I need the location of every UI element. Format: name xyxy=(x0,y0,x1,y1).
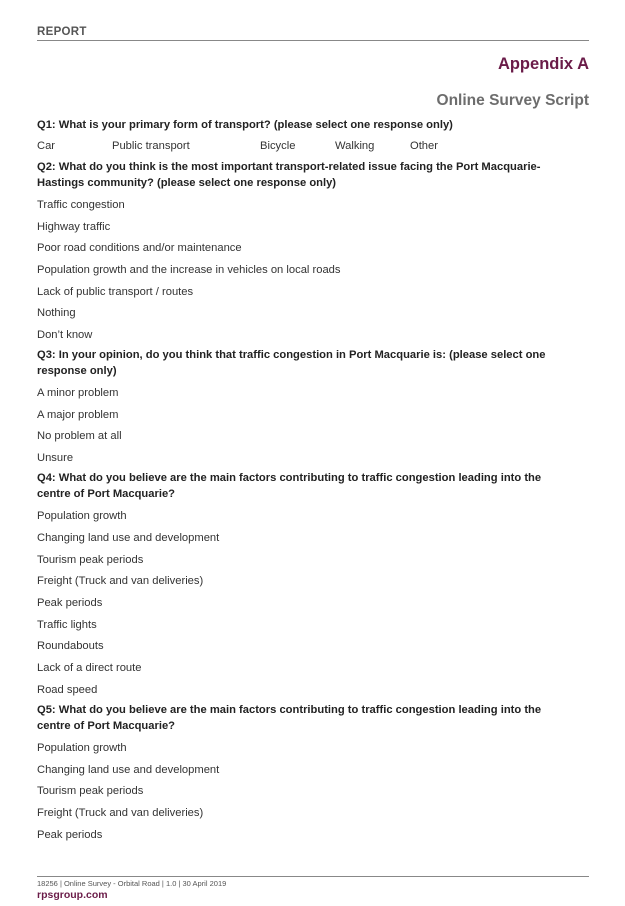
q1-option-bicycle: Bicycle xyxy=(260,140,296,152)
question-2 xyxy=(37,160,589,191)
question-5-line-1: Q5: What do you believe are the main factors contributing to traffic congestion leading into the xyxy=(37,704,542,716)
footer-document-info: 18256 | Online Survey - Orbital Road | 1.0 | 30 April 2019 xyxy=(37,879,227,888)
q4-option: Peak periods xyxy=(37,597,103,609)
q3-option: Unsure xyxy=(37,452,74,464)
q5-option: Population growth xyxy=(37,742,127,754)
appendix-heading: Appendix A xyxy=(497,55,589,73)
question-3 xyxy=(37,348,589,379)
q3-option: A major problem xyxy=(37,409,119,421)
question-4 xyxy=(37,471,589,502)
q4-option: Traffic lights xyxy=(37,619,97,631)
q2-option: Population growth and the increase in vehicles on local roads xyxy=(37,264,341,276)
q4-option: Freight (Truck and van deliveries) xyxy=(37,575,204,587)
report-label: REPORT xyxy=(37,26,87,38)
question-2-line-1: Q2: What do you think is the most important transport-related issue facing the Port Macquarie- xyxy=(37,161,541,173)
q5-option: Freight (Truck and van deliveries) xyxy=(37,807,204,819)
question-4-line-2: centre of Port Macquarie? xyxy=(37,487,176,500)
question-5-line-2: centre of Port Macquarie? xyxy=(37,719,176,732)
q5-option: Changing land use and development xyxy=(37,764,220,776)
q4-option: Tourism peak periods xyxy=(37,554,144,566)
q4-option: Road speed xyxy=(37,684,98,696)
q5-option: Tourism peak periods xyxy=(37,785,144,797)
q3-option: No problem at all xyxy=(37,430,122,442)
q2-option: Nothing xyxy=(37,307,76,319)
q4-option: Lack of a direct route xyxy=(37,662,142,674)
footer-rule xyxy=(37,876,589,877)
report-page xyxy=(37,0,589,906)
q1-option-public-transport: Public transport xyxy=(112,140,190,152)
q1-option-car: Car xyxy=(37,140,56,152)
q1-option-other: Other xyxy=(410,140,438,152)
q2-option: Don’t know xyxy=(37,329,93,341)
q3-option: A minor problem xyxy=(37,387,119,399)
question-1: Q1: What is your primary form of transport? (please select one response only) xyxy=(37,119,453,131)
survey-script-title: Online Survey Script xyxy=(436,92,589,109)
question-4-line-1: Q4: What do you believe are the main factors contributing to traffic congestion leading into the xyxy=(37,472,542,484)
q1-option-walking: Walking xyxy=(335,140,375,152)
q2-option: Highway traffic xyxy=(37,221,111,233)
question-2-line-2: Hastings community? (please select one response only) xyxy=(37,176,337,189)
q4-option: Population growth xyxy=(37,510,127,522)
question-5 xyxy=(37,703,589,734)
q4-option: Changing land use and development xyxy=(37,532,220,544)
question-3-line-1: Q3: In your opinion, do you think that traffic congestion in Port Macquarie is: (please select one xyxy=(37,349,546,361)
q5-option: Peak periods xyxy=(37,829,103,841)
question-3-line-2: response only) xyxy=(37,364,117,377)
header-rule xyxy=(37,40,589,41)
q2-option: Lack of public transport / routes xyxy=(37,286,194,298)
q2-option: Poor road conditions and/or maintenance xyxy=(37,242,242,254)
footer-website-link[interactable]: rpsgroup.com xyxy=(37,889,108,901)
q4-option: Roundabouts xyxy=(37,640,104,652)
q2-option: Traffic congestion xyxy=(37,199,125,211)
